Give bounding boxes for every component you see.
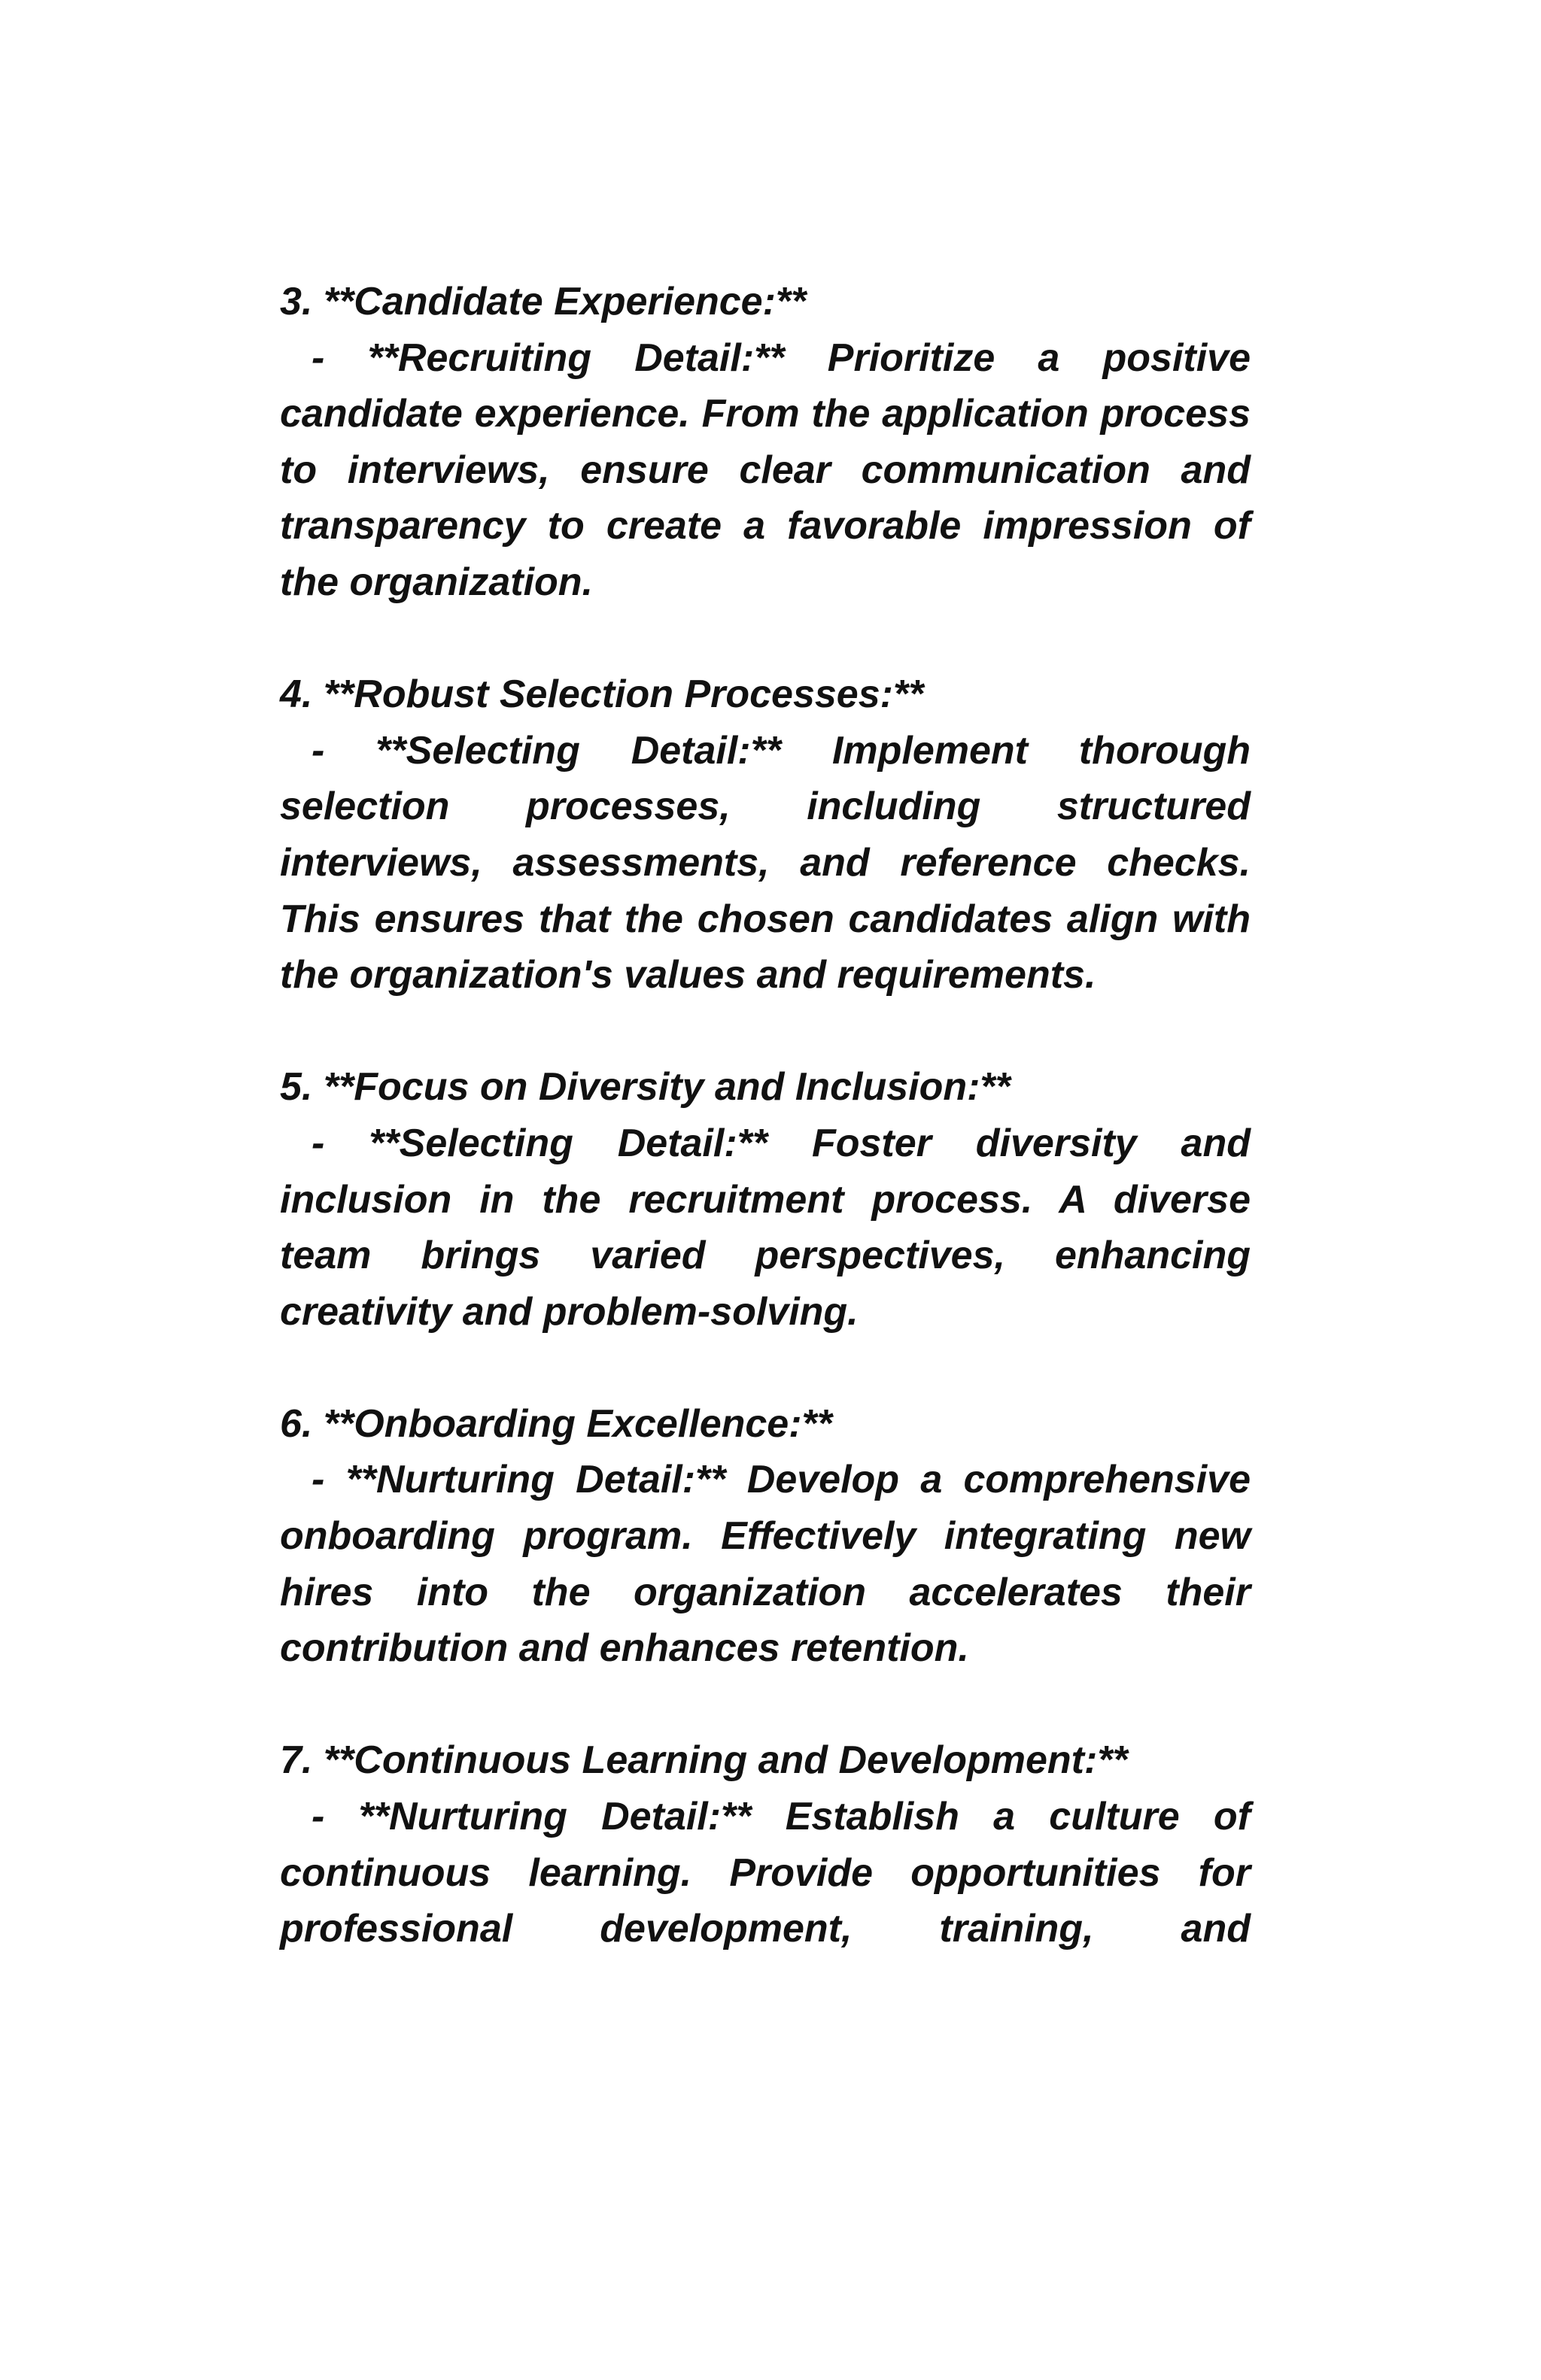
section-candidate-experience (280, 274, 1251, 611)
section-heading: 5. **Focus on Diversity and Inclusion:** (280, 1065, 1011, 1110)
section-body: - **Selecting Detail:** Implement thorough selection processes, including structured interviews, assessments, and reference checks. This ensures that the chosen candidates align with the organization's values and requirements. (280, 728, 1251, 997)
section-heading: 7. **Continuous Learning and Development:** (280, 1738, 1128, 1783)
section-body: - **Nurturing Detail:** Establish a culture of continuous learning. Provide opportunities for professional development, training, and (280, 1795, 1251, 1951)
section-heading: 3. **Candidate Experience:** (280, 280, 807, 323)
section-heading: 4. **Robust Selection Processes:** (280, 672, 924, 717)
section-body: - **Selecting Detail:** Foster diversity and inclusion in the recruitment process. A diverse team brings varied perspectives, enhancing creativity and problem-solving. (280, 1121, 1251, 1334)
section-body: - **Recruiting Detail:** Prioritize a positive candidate experience. From the application process to interviews, ensure clear communication and transparency to create a favorable impression of the organization. (280, 335, 1251, 604)
section-onboarding-excellence (280, 1396, 1251, 1677)
section-diversity-inclusion (280, 1059, 1251, 1340)
section-heading: 6. **Onboarding Excellence:** (280, 1401, 833, 1446)
section-continuous-learning (280, 1732, 1251, 1957)
document-body (280, 274, 1251, 2013)
section-robust-selection-processes (280, 666, 1251, 1003)
section-body: - **Nurturing Detail:** Develop a comprehensive onboarding program. Effectively integrating new hires into the organization accelerates their contribution and enhances retention. (280, 1458, 1251, 1671)
